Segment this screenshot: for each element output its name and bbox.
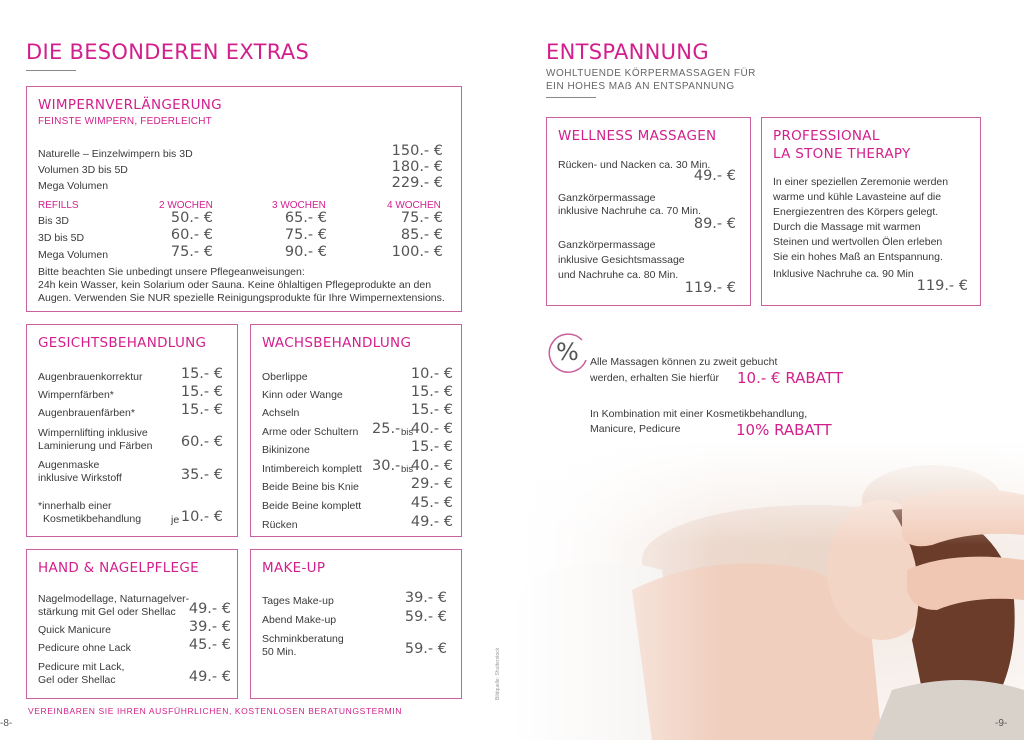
wachs-bis-label: bis — [401, 464, 414, 475]
hand-box — [26, 549, 238, 699]
wimpern-box — [26, 86, 462, 312]
makeup-item-label: Abend Make-up — [262, 614, 337, 626]
gesicht-footnote-price: 10.- € — [180, 509, 223, 525]
stone-price: 119.- € — [916, 278, 968, 294]
gesicht-item-label: Wimpernlifting inklusive — [38, 427, 148, 439]
stone-text-line: Energiezentren des Körpers gelegt. — [773, 206, 939, 218]
care-note-line: 24h kein Wasser, kein Solarium oder Sauna. Keine öhlaltigen Pflegeprodukte an den — [38, 279, 432, 291]
wellness-item-price: 49.- € — [693, 168, 736, 184]
refill-price: 85.- € — [400, 227, 443, 243]
gesicht-item-price: 15.- € — [180, 366, 223, 382]
refill-price: 90.- € — [284, 244, 327, 260]
gesicht-item-label: Laminierung und Färben — [38, 440, 153, 452]
wellness-item-price: 89.- € — [693, 216, 736, 232]
wachs-item-price: 10.- € — [410, 366, 453, 382]
care-note-line: Bitte beachten Sie unbedingt unsere Pflegeanweisungen: — [38, 266, 305, 278]
wimpern-item-price: 150.- € — [391, 143, 443, 159]
right-subtitle-line: WOHLTUENDE KÖRPERMASSAGEN FÜR — [546, 68, 756, 79]
hand-item-price: 39.- € — [188, 619, 231, 635]
wachs-item-label: Intimbereich komplett — [262, 463, 362, 475]
refill-row-label: 3D bis 5D — [38, 232, 85, 244]
percent-icon — [546, 332, 590, 376]
gesicht-box — [26, 324, 238, 537]
gesicht-item-label: Augenmaske — [38, 459, 100, 471]
makeup-box — [250, 549, 462, 699]
refill-row-label: Mega Volumen — [38, 249, 109, 261]
wellness-item-label: Rücken- und Nacken ca. 30 Min. — [558, 159, 711, 171]
gesicht-footnote-prefix: je — [171, 514, 180, 526]
wellness-title: WELLNESS MASSAGEN — [558, 128, 717, 144]
massage-photo-illustration — [512, 440, 1024, 740]
gesicht-item-label: Augenbrauenkorrektur — [38, 371, 143, 383]
hand-item-label: stärkung mit Gel oder Shellac — [38, 606, 176, 618]
massage-photo — [512, 440, 1024, 740]
wachs-item-price: 15.- € — [410, 402, 453, 418]
wachs-item-price: 40.- € — [410, 458, 453, 474]
rabatt-line: werden, erhalten Sie hierfür — [590, 372, 719, 384]
refill-row-label: Bis 3D — [38, 215, 69, 227]
wimpern-title: WIMPERNVERLÄNGERUNG — [38, 97, 222, 113]
makeup-item-price: 39.- € — [404, 590, 447, 606]
wimpern-item-price: 229.- € — [391, 175, 443, 191]
wachs-item-label: Rücken — [262, 519, 298, 531]
wimpern-item-label: Naturelle – Einzelwimpern bis 3D — [38, 148, 193, 160]
makeup-item-price: 59.- € — [404, 641, 447, 657]
hand-item-label: Nagelmodellage, Naturnagelver- — [38, 593, 190, 605]
stone-text-line: Steinen und wertvollen Ölen erleben — [773, 236, 943, 248]
wachs-item-price: 40.- € — [410, 421, 453, 437]
stone-title-line: LA STONE THERAPY — [773, 146, 911, 162]
stone-text-line: Sie ein hohes Maß an Entspannung. — [773, 251, 943, 263]
hand-item-label: Gel oder Shellac — [38, 674, 116, 686]
refill-price: 65.- € — [284, 210, 327, 226]
wimpern-subtitle: FEINSTE WIMPERN, FEDERLEICHT — [38, 116, 212, 127]
makeup-title: MAKE-UP — [262, 560, 326, 576]
wachs-box — [250, 324, 462, 537]
left-page-title: DIE BESONDEREN EXTRAS — [26, 40, 310, 64]
refill-price: 75.- € — [284, 227, 327, 243]
hand-item-label: Pedicure ohne Lack — [38, 642, 131, 654]
refills-column-header: 2 WOCHEN — [159, 200, 213, 211]
stone-title-line: PROFESSIONAL — [773, 128, 880, 144]
hand-item-label: Pedicure mit Lack, — [38, 661, 125, 673]
stone-box — [761, 117, 981, 306]
refills-column-header: 4 WOCHEN — [387, 200, 441, 211]
wachs-item-price: 15.- € — [410, 439, 453, 455]
refill-price: 60.- € — [170, 227, 213, 243]
wellness-item-label: Ganzkörpermassage — [558, 192, 656, 204]
right-subtitle-line: EIN HOHES MAẞ AN ENTSPANNUNG — [546, 81, 735, 92]
wellness-item-label: Ganzkörpermassage — [558, 239, 656, 251]
care-note-line: Augen. Verwenden Sie NUR spezielle Reinigungsprodukte für Ihre Wimpernextensions. — [38, 292, 445, 304]
wachs-item-price: 45.- € — [410, 495, 453, 511]
left-title-rule — [26, 70, 76, 71]
refill-price: 50.- € — [170, 210, 213, 226]
hand-item-price: 49.- € — [188, 669, 231, 685]
hand-title: HAND & NAGELPFLEGE — [38, 560, 199, 576]
wachs-item-label: Beide Beine komplett — [262, 500, 362, 512]
wellness-item-label: und Nachruhe ca. 80 Min. — [558, 269, 679, 281]
wachs-item-from: 25.- — [372, 421, 401, 437]
stone-last-label: Inklusive Nachruhe ca. 90 Min — [773, 268, 914, 280]
gesicht-item-label: Wimpernfärben* — [38, 389, 114, 401]
rabatt-line: Manicure, Pedicure — [590, 423, 681, 435]
gesicht-item-price: 15.- € — [180, 384, 223, 400]
wachs-item-label: Achseln — [262, 407, 300, 419]
makeup-item-label: Tages Make-up — [262, 595, 334, 607]
stone-text-line: In einer speziellen Zeremonie werden — [773, 176, 949, 188]
wimpern-item-label: Mega Volumen — [38, 180, 109, 192]
wimpern-item-price: 180.- € — [391, 159, 443, 175]
left-page-number: -8- — [0, 718, 13, 729]
refill-price: 100.- € — [391, 244, 443, 260]
hand-item-label: Quick Manicure — [38, 624, 111, 636]
refill-price: 75.- € — [400, 210, 443, 226]
wachs-item-label: Arme oder Schultern — [262, 426, 359, 438]
wellness-item-label: inklusive Nachruhe ca. 70 Min. — [558, 205, 701, 217]
makeup-item-label: 50 Min. — [262, 646, 297, 658]
wachs-item-label: Beide Beine bis Knie — [262, 481, 359, 493]
gesicht-item-price: 35.- € — [180, 467, 223, 483]
wellness-item-label: inklusive Gesichtsmassage — [558, 254, 685, 266]
gesicht-item-label: Augenbrauenfärben* — [38, 407, 135, 419]
left-footer: VEREINBAREN SIE IHREN AUSFÜHRLICHEN, KOSTENLOSEN BERATUNGSTERMIN — [28, 706, 403, 716]
percent-symbol: % — [556, 338, 579, 366]
gesicht-item-label: inklusive Wirkstoff — [38, 472, 122, 484]
wachs-bis-label: bis — [401, 427, 414, 438]
wachs-item-label: Bikinizone — [262, 444, 310, 456]
wellness-item-price: 119.- € — [684, 280, 736, 296]
right-page-title: ENTSPANNUNG — [546, 40, 709, 64]
gesicht-item-price: 15.- € — [180, 402, 223, 418]
right-title-rule — [546, 97, 596, 98]
image-credit: Bildquelle: Shutterstock — [495, 647, 501, 700]
refill-price: 75.- € — [170, 244, 213, 260]
hand-item-price: 49.- € — [188, 601, 231, 617]
makeup-item-label: Schminkberatung — [262, 633, 344, 645]
wachs-item-label: Kinn oder Wange — [262, 389, 343, 401]
wachs-item-label: Oberlippe — [262, 371, 308, 383]
wachs-item-price: 29.- € — [410, 476, 453, 492]
makeup-item-price: 59.- € — [404, 609, 447, 625]
stone-text-line: Durch die Massage mit warmen — [773, 221, 921, 233]
hand-item-price: 45.- € — [188, 637, 231, 653]
wachs-item-price: 15.- € — [410, 384, 453, 400]
wachs-item-from: 30.- — [372, 458, 401, 474]
rabatt-offer: 10% RABATT — [736, 421, 832, 439]
rabatt-offer: 10.- € RABATT — [737, 369, 843, 387]
wachs-item-price: 49.- € — [410, 514, 453, 530]
refills-column-header: 3 WOCHEN — [272, 200, 326, 211]
right-page-number: -9- — [995, 718, 1008, 729]
rabatt-line: Alle Massagen können zu zweit gebucht — [590, 356, 778, 368]
gesicht-footnote-line: *innerhalb einer — [38, 500, 112, 512]
wimpern-item-label: Volumen 3D bis 5D — [38, 164, 128, 176]
rabatt-line: In Kombination mit einer Kosmetikbehandlung, — [590, 408, 808, 420]
gesicht-item-price: 60.- € — [180, 434, 223, 450]
wellness-box — [546, 117, 751, 306]
gesicht-footnote-line: Kosmetikbehandlung — [43, 513, 142, 525]
refills-label: REFILLS — [38, 200, 79, 211]
wachs-title: WACHSBEHANDLUNG — [262, 335, 412, 351]
gesicht-title: GESICHTSBEHANDLUNG — [38, 335, 207, 351]
stone-text-line: warme und kühle Lavasteine auf die — [773, 191, 942, 203]
